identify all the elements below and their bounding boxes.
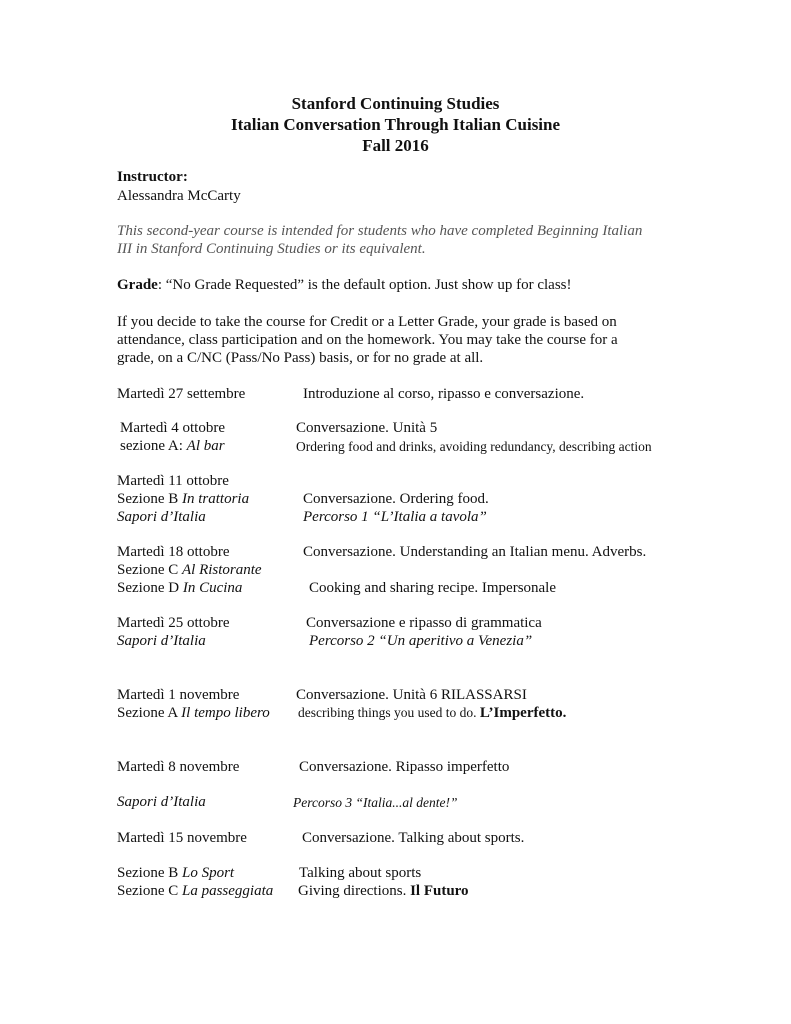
section-topic: Lo Sport xyxy=(182,865,235,881)
intro-line-1: This second-year course is intended for students who have completed Beginning Italian xyxy=(117,223,643,239)
desc-text: Giving directions. xyxy=(298,883,411,899)
session-7-date: Martedì 8 novembre xyxy=(117,759,240,775)
intro-line-2: III in Stanford Continuing Studies or its equivalent. xyxy=(117,241,426,257)
session-4-desc-d: Cooking and sharing recipe. Impersonale xyxy=(309,580,557,596)
session-2-desc-2: Ordering food and drinks, avoiding redundancy, describing action xyxy=(296,439,652,454)
session-4-desc: Conversazione. Understanding an Italian menu. Adverbs. xyxy=(303,544,647,560)
session-2-date: Martedì 4 ottobre xyxy=(120,420,225,436)
session-6-date: Martedì 1 novembre xyxy=(117,687,240,703)
session-7-desc: Conversazione. Ripasso imperfetto xyxy=(299,759,510,775)
desc-grammar-topic: L’Imperfetto. xyxy=(479,705,567,721)
session-4-section-d xyxy=(117,579,242,597)
session-8-section-b xyxy=(117,864,234,882)
policy-line-2: attendance, class participation and on the homework. You may take the course for a xyxy=(117,332,618,348)
desc-grammar-topic: Il Futuro xyxy=(410,883,469,899)
policy-line-1: If you decide to take the course for Credit or a Letter Grade, your grade is based on xyxy=(117,314,617,330)
instructor-label: Instructor: xyxy=(117,169,188,185)
session-6-desc-2 xyxy=(298,704,566,722)
section-label: Sezione C xyxy=(117,562,182,578)
session-3-percorso: Percorso 1 “L’Italia a tavola” xyxy=(303,509,487,525)
section-topic: Al bar xyxy=(186,438,225,454)
session-5-percorso: Percorso 2 “Un aperitivo a Venezia” xyxy=(309,633,533,649)
section-topic: In Cucina xyxy=(182,580,243,596)
session-8-date: Martedì 15 novembre xyxy=(117,830,247,846)
session-4-date: Martedì 18 ottobre xyxy=(117,544,230,560)
section-label: Sezione A xyxy=(117,705,182,721)
session-8-desc: Conversazione. Talking about sports. xyxy=(302,830,525,846)
session-3-section xyxy=(117,490,249,508)
session-7-percorso: Percorso 3 “Italia...al dente!” xyxy=(293,795,458,810)
section-topic: In trattoria xyxy=(182,491,250,507)
header-institution: Stanford Continuing Studies xyxy=(291,94,500,113)
grade-paragraph xyxy=(117,276,572,294)
grade-text: : “No Grade Requested” is the default option. Just show up for class! xyxy=(157,277,572,293)
section-topic: Il tempo libero xyxy=(181,705,270,721)
section-topic: Al Ristorante xyxy=(182,562,262,578)
session-1-date: Martedì 27 settembre xyxy=(117,386,246,402)
session-6-desc: Conversazione. Unità 6 RILASSARSI xyxy=(296,687,527,703)
header-term: Fall 2016 xyxy=(362,136,429,155)
policy-line-3: grade, on a C/NC (Pass/No Pass) basis, or for no grade at all. xyxy=(117,350,484,366)
desc-text: describing things you used to do. xyxy=(298,705,480,720)
session-2-desc: Conversazione. Unità 5 xyxy=(296,420,438,436)
session-5-date: Martedì 25 ottobre xyxy=(117,615,230,631)
session-5-sapori: Sapori d’Italia xyxy=(117,633,206,649)
header-course-title: Italian Conversation Through Italian Cuisine xyxy=(230,115,561,134)
session-3-date: Martedì 11 ottobre xyxy=(117,473,229,489)
session-7-sapori: Sapori d’Italia xyxy=(117,794,206,810)
session-5-desc: Conversazione e ripasso di grammatica xyxy=(306,615,542,631)
section-label: Sezione C xyxy=(117,883,182,899)
section-label: Sezione D xyxy=(117,580,183,596)
section-label: sezione A: xyxy=(120,438,187,454)
session-2-section xyxy=(120,437,225,455)
session-6-section xyxy=(117,704,270,722)
section-label: Sezione B xyxy=(117,491,182,507)
instructor-name: Alessandra McCarty xyxy=(117,188,241,204)
session-8-section-c xyxy=(117,882,273,900)
session-4-section-c xyxy=(117,561,262,579)
session-8-desc-b: Talking about sports xyxy=(299,865,422,881)
session-1-desc: Introduzione al corso, ripasso e conversazione. xyxy=(303,386,585,402)
section-label: Sezione B xyxy=(117,865,182,881)
session-3-sapori: Sapori d’Italia xyxy=(117,509,206,525)
section-topic: La passeggiata xyxy=(182,883,274,899)
grade-label: Grade xyxy=(117,277,158,293)
session-3-desc: Conversazione. Ordering food. xyxy=(303,491,489,507)
session-8-desc-c xyxy=(298,882,469,900)
